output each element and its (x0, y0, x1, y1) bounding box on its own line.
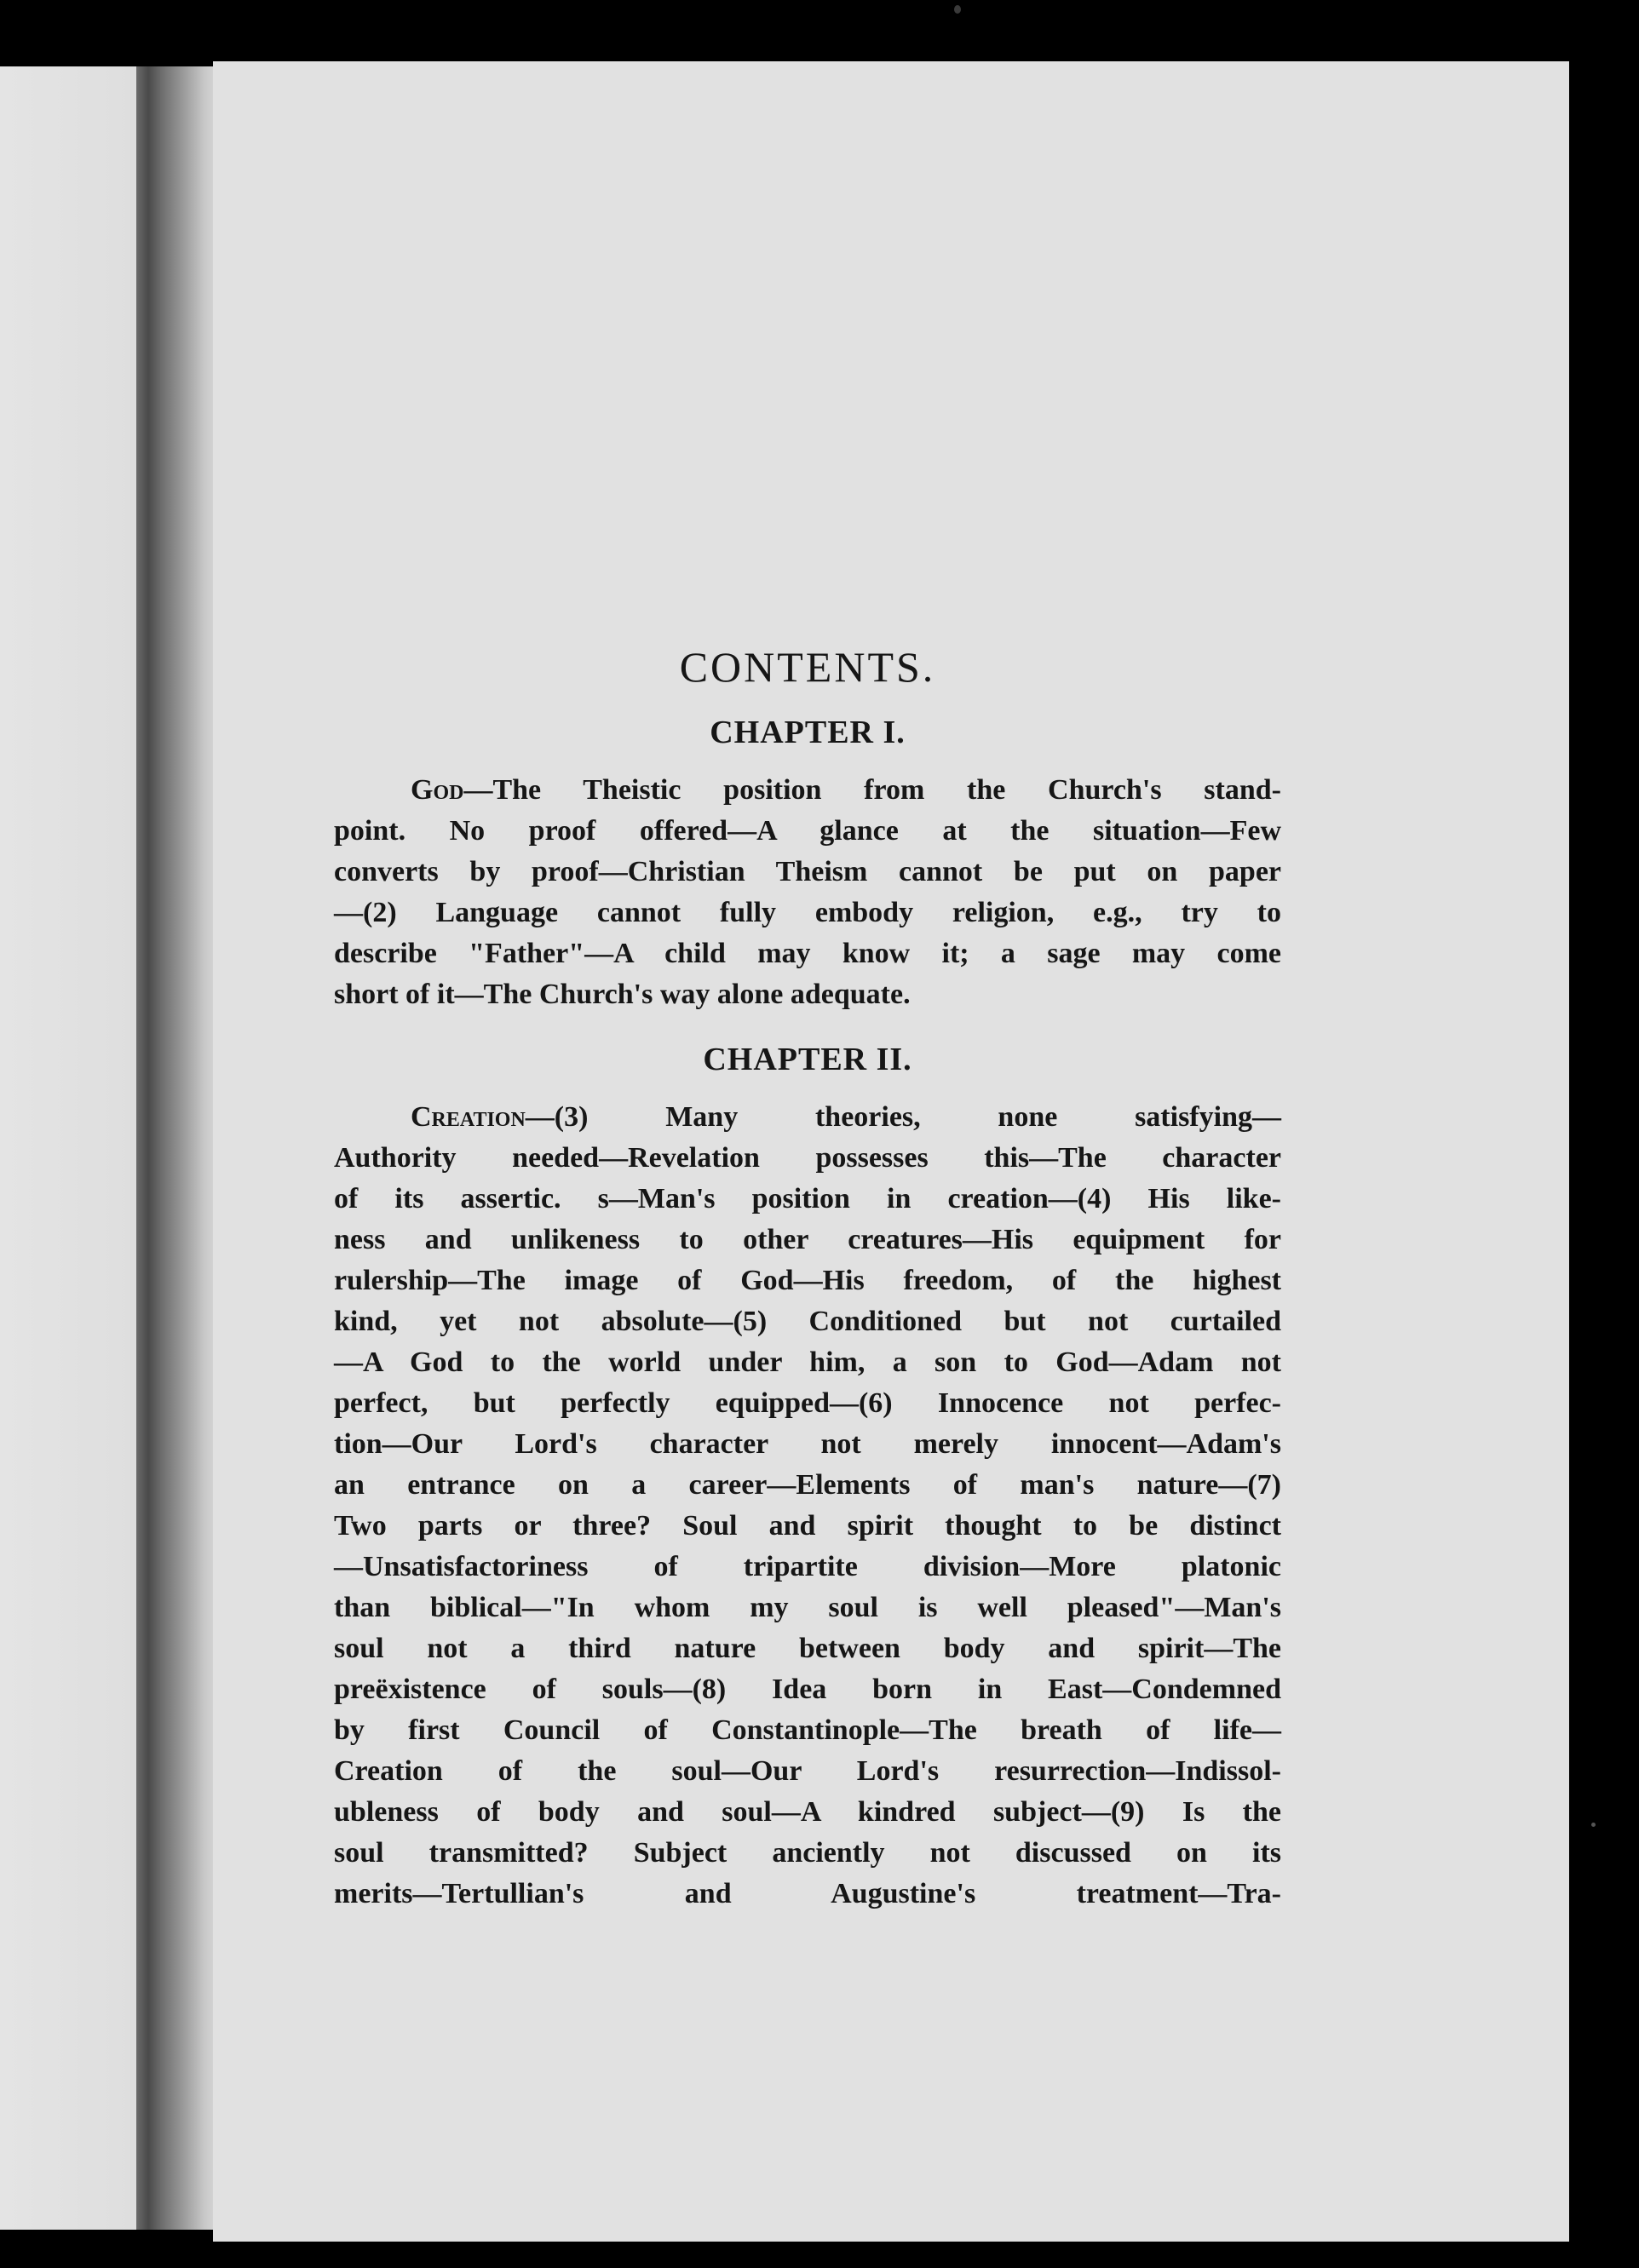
summary-line: describe "Father"—A child may know it; a sage may come (334, 938, 1281, 969)
scan-speck (954, 5, 961, 14)
summary-line: —Unsatisfactoriness of tripartite division—More platonic (334, 1551, 1281, 1582)
chapter-1-heading: CHAPTER I. (710, 715, 906, 750)
summary-line: Two parts or three? Soul and spirit thought to be distinct (334, 1510, 1281, 1542)
chapter-1-summary (334, 770, 1281, 1015)
chapter-2-summary (334, 1097, 1281, 1915)
summary-line: Authority needed—Revelation possesses this—The character (334, 1142, 1281, 1174)
summary-line: tion—Our Lord's character not merely innocent—Adam's (334, 1428, 1281, 1460)
summary-line: Creation of the soul—Our Lord's resurrection—Indissol- (334, 1755, 1281, 1787)
summary-line: —A God to the world under him, a son to God—Adam not (334, 1346, 1281, 1378)
summary-line: rulership—The image of God—His freedom, of the highest (334, 1265, 1281, 1296)
summary-line: soul transmitted? Subject anciently not discussed on its (334, 1837, 1281, 1869)
summary-line: converts by proof—Christian Theism cannot be put on paper (334, 856, 1281, 887)
chapter-1-lead: God (411, 774, 464, 806)
summary-line: by first Council of Constantinople—The breath of life— (334, 1714, 1281, 1746)
summary-line: Creation—(3) Many theories, none satisfying— (411, 1101, 1281, 1133)
summary-line: God—The Theistic position from the Church's stand- (411, 774, 1281, 806)
left-page-edge (0, 66, 158, 2230)
summary-line: merits—Tertullian's and Augustine's treatment—Tra- (334, 1878, 1281, 1909)
summary-line: ness and unlikeness to other creatures—His equipment for (334, 1224, 1281, 1255)
summary-line: short of it—The Church's way alone adequate. (334, 979, 911, 1010)
summary-line: than biblical—"In whom my soul is well pleased"—Man's (334, 1592, 1281, 1623)
summary-line: soul not a third nature between body and spirit—The (334, 1633, 1281, 1664)
summary-line: —(2) Language cannot fully embody religion, e.g., try to (334, 897, 1281, 928)
book-gutter (136, 66, 221, 2230)
scan-speck (1591, 1823, 1596, 1827)
summary-line: of its assertic. s—Man's position in creation—(4) His like- (334, 1183, 1281, 1214)
summary-line: point. No proof offered—A glance at the situation—Few (334, 815, 1281, 847)
chapter-2-lead: Creation (411, 1101, 526, 1133)
summary-line: ubleness of body and soul—A kindred subject—(9) Is the (334, 1796, 1281, 1828)
summary-line: perfect, but perfectly equipped—(6) Innocence not perfec- (334, 1387, 1281, 1419)
summary-line: kind, yet not absolute—(5) Conditioned but not curtailed (334, 1306, 1281, 1337)
summary-line: an entrance on a career—Elements of man's nature—(7) (334, 1469, 1281, 1501)
contents-text-block (334, 640, 1281, 1915)
chapter-2-heading: CHAPTER II. (703, 1042, 912, 1077)
contents-title: CONTENTS. (679, 643, 936, 691)
summary-line: preëxistence of souls—(8) Idea born in East—Condemned (334, 1674, 1281, 1705)
